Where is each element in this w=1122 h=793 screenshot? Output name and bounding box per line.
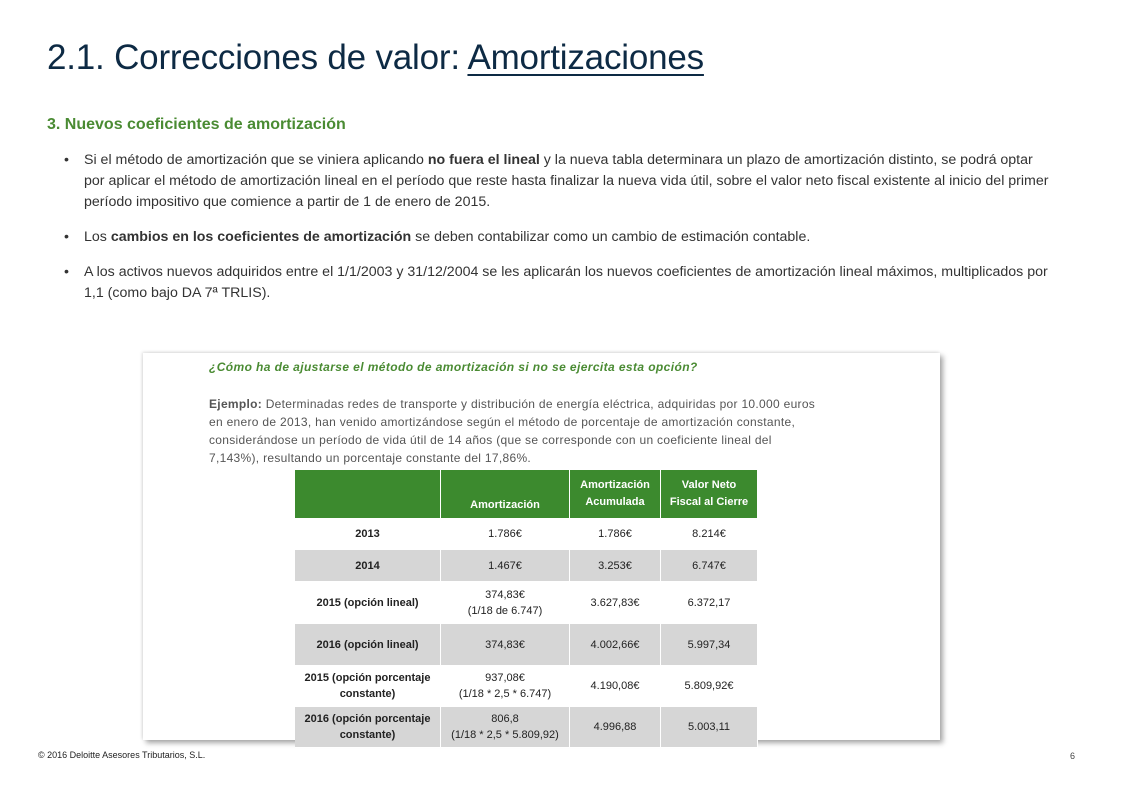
bullet-emphasis: cambios en los coeficientes de amortización [110,229,412,245]
amortization-cell [441,624,570,666]
row-label: 2014 [295,550,441,582]
bullet-text: Si el método de amortización que se viniera aplicando [84,152,428,168]
bullet-emphasis: no fuera el lineal [427,152,540,168]
table-row [295,550,758,582]
table-header-row [295,470,758,518]
example-text: Determinadas redes de transporte y distribución de energía eléctrica, adquiridas por 10.000 euros en enero de 2013, han venido amortizándose según el método de porcentaje de amortización constante, considerándose un período de vida útil de 14 años (que se corresponde con un coeficiente lineal del 7,143%), resultando un porcentaje constante del 17,86%. [209,397,816,465]
amortization-cell [441,666,570,707]
table-header-cell: Amortización [441,470,570,518]
bullet-text: se deben contabilizar como un cambio de estimación contable. [411,229,811,245]
example-label: Ejemplo: [209,397,263,411]
table-header-cell: Valor Neto Fiscal al Cierre [661,470,758,518]
amortization-value: 1.786€ [488,527,522,540]
table-row [295,707,758,748]
section-heading: 3. Nuevos coeficientes de amortización [47,116,346,133]
row-label: 2016 (opción porcentaje constante) [295,707,441,748]
amortization-note: (1/18 * 2,5 * 5.809,92) [451,729,559,741]
row-label: 2015 (opción porcentaje constante) [295,666,441,707]
amortization-cell [441,518,570,550]
bullet-marker: • [64,229,69,245]
net-value-cell: 8.214€ [661,518,758,550]
accumulated-cell: 1.786€ [570,518,661,550]
title-main: Amortizaciones [467,38,704,77]
table-header-cell: Amortización Acumulada [570,470,661,518]
bullet-text: Los [84,229,111,245]
net-value-cell: 5.809,92€ [661,666,758,707]
page-title [47,38,704,78]
copyright-footer: © 2016 Deloitte Asesores Tributarios, S.L. [38,750,206,760]
table-row [295,666,758,707]
bullet-item [64,227,1054,248]
accumulated-cell: 3.627,83€ [570,582,661,624]
bullet-marker: • [64,152,69,168]
table-row [295,582,758,624]
amortization-value: 1.467€ [488,559,522,572]
amortization-value: 374,83€ [485,588,525,601]
bullet-item [64,150,1054,213]
amortization-cell [441,550,570,582]
amortization-cell [441,707,570,748]
row-label: 2016 (opción lineal) [295,624,441,666]
amortization-value: 806,8 [491,713,519,725]
row-label: 2015 (opción lineal) [295,582,441,624]
accumulated-cell: 4.190,08€ [570,666,661,707]
accumulated-cell: 4.002,66€ [570,624,661,666]
page-number: 6 [1070,751,1076,761]
amortization-cell [441,582,570,624]
amortization-value: 937,08€ [485,672,525,684]
amortization-note: (1/18 * 2,5 * 6.747) [458,688,552,700]
amortization-table [295,470,758,748]
bullet-text: y la nueva tabla determinara un plazo de amortización distinto, se podrá optar por aplicar el método de amortización lineal en el período que reste hasta finalizar la nueva vida útil, sobre el valor neto fiscal existente al inicio del primer período impositivo que comience a partir de 1 de enero de 2015. [84,152,1049,210]
table-row [295,518,758,550]
bullet-text: A los activos nuevos adquiridos entre el 1/1/2003 y 31/12/2004 se les aplicarán los nuevos coeficientes de amortización lineal máximos, multiplicados por 1,1 (como bajo DA 7ª TRLIS). [84,264,1048,301]
title-prefix: 2.1. Correcciones de valor: [47,38,468,77]
amortization-value: 374,83€ [485,638,525,651]
example-paragraph [209,395,819,467]
net-value-cell: 6.372,17 [661,582,758,624]
table-row [295,624,758,666]
net-value-cell: 5.003,11 [661,707,758,748]
example-question: ¿Cómo ha de ajustarse el método de amortización si no se ejercita esta opción? [209,360,698,374]
accumulated-cell: 3.253€ [570,550,661,582]
example-box [143,353,940,740]
net-value-cell: 6.747€ [661,550,758,582]
table-header-cell [295,470,441,518]
bullet-item [64,262,1054,304]
amortization-note: (1/18 de 6.747) [467,604,543,617]
accumulated-cell: 4.996,88 [570,707,661,748]
row-label: 2013 [295,518,441,550]
bullet-list [64,150,1054,318]
bullet-marker: • [64,264,69,280]
net-value-cell: 5.997,34 [661,624,758,666]
